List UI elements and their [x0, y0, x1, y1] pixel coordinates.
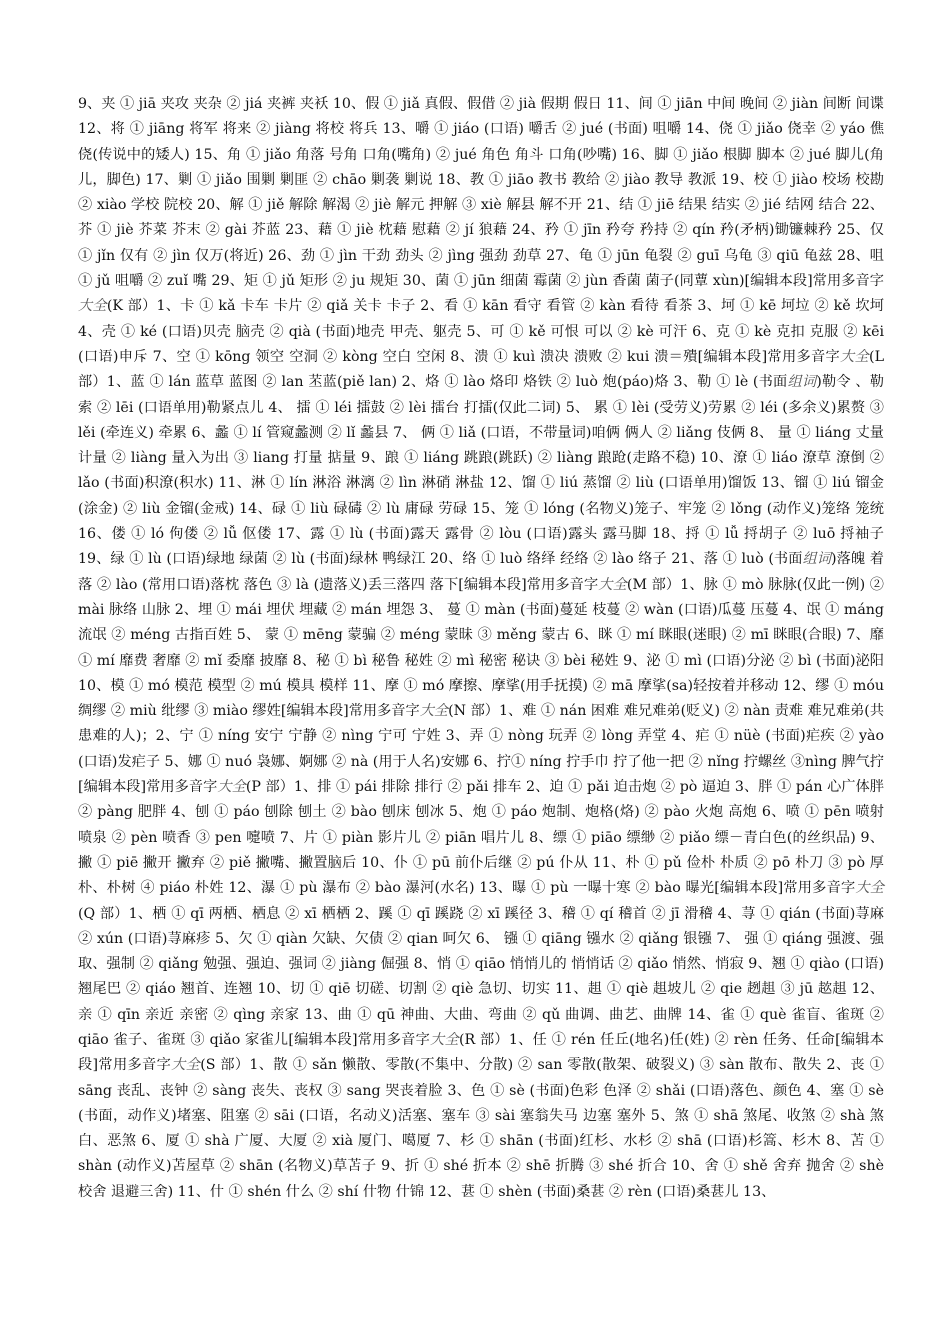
document-page: [78, 92, 884, 1205]
text-segment: (N 部）1、难 ① nán 困难 难兄难弟(贬义) ② nàn 责难 难兄难弟(共患难的人)；2、宁 ① níng 安宁 宁静 ② nìng 宁可 宁姓 3、弄 ① nòng 玩弄 ② lòng 弄堂 4、疟 ① nüè (书面)疟疾 ② yào (口语)发疟子 5、娜 ① nuó 袅娜、婀娜 ② nà (用于人名)安娜 6、拧① níng 拧手巾 拧了他一把 ② nǐng 拧螺丝 ③nìng 脾气拧[编辑本段]常用多音字: [78, 703, 885, 796]
link-daquan[interactable]: 大全: [430, 1031, 459, 1048]
text-segment: )落魄 着落 ② lào (常用口语)落枕 落色 ③ là (遗落义)丢三落四 落下[编辑本段]常用多音字: [78, 551, 884, 593]
text-segment: (S 部）1、散 ① sǎn 懒散、零散(不集中、分散) ② san 零散(散架、破裂义) ③ sàn 散布、散失 2、丧 ① sāng 丧乱、丧钟 ② sàng 丧失、丧权 ③ sang 哭丧着脸 3、色 ① sè (书面)色彩 色泽 ② shǎi (口语)落色、颜色 4、塞 ① sè (书面，动作义)堵塞、阻塞 ② sāi (口语，名动义)活塞、塞车 ③ sài 塞翁失马 边塞 塞外 5、煞 ① shā 煞尾、收煞 ② shà 煞白、恶煞 6、厦 ① shà 广厦、大厦 ② xià 厦门、噶厦 7、杉 ① shān (书面)红杉、水杉 ② shā (口语)杉篙、杉木 8、苫 ① shàn (动作义)苫屋草 ② shān (名物义)草苫子 9、折 ① shé 折本 ② shē 折腾 ③ shé 折合 10、舍 ① shě 舍弃 抛舍 ② shè 校舍 退避三舍) 11、什 ① shén 什么 ② shí 什物 什锦 12、葚 ① shèn (书面)桑葚 ② rèn (口语)桑葚儿 13、: [78, 1057, 884, 1200]
link-daquan[interactable]: 大全: [598, 576, 627, 593]
text-segment: (Q 部）1、栖 ① qī 两栖、栖息 ② xī 栖栖 2、蹊 ① qī 蹊跷 ② xī 蹊径 3、稽 ① qí 稽首 ② jī 滑稽 4、荨 ① qián (书面)荨麻 ② xún (口语)荨麻疹 5、欠 ① qiàn 欠缺、欠债 ② qian 呵欠 6、 镪 ① qiāng 镪水 ② qiǎng 银镪 7、 强 ① qiáng 强渡、强取、强制 ② qiǎng 勉强、强迫、强词 ② jiàng 倔强 8、悄 ① qiāo 悄悄儿的 悄悄话 ② qiǎo 悄然、悄寂 9、翘 ① qiào (口语)翘尾巴 ② qiáo 翘首、连翘 10、切 ① qiē 切磋、切割 ② qiè 急切、切实 11、趄 ① qiè 趄坡儿 ② qie 趔趄 ③ jū 趑趄 12、亲 ① qīn 亲近 亲密 ② qìng 亲家 13、曲 ① qū 神曲、大曲、弯曲 ② qǔ 曲调、曲艺、曲牌 14、雀 ① què 雀盲、雀斑 ② qiāo 雀子、雀斑 ③ qiǎo 家雀儿[编辑本段]常用多音字: [78, 905, 884, 1048]
link-zuci[interactable]: 组词: [802, 551, 832, 568]
link-daquan[interactable]: 大全: [171, 1057, 201, 1074]
link-daquan[interactable]: 大全: [840, 348, 870, 365]
link-daquan[interactable]: 大全: [78, 298, 107, 315]
link-daquan[interactable]: 大全: [419, 703, 449, 720]
text-segment: (R 部）1、任 ① rén 任丘(地名)任(姓) ② rèn 任务、任命[编辑本段]常用多音字: [78, 1031, 884, 1074]
text-segment: (P 部）1、排 ① pái 排除 排行 ② pǎi 排车 2、迫 ① pǎi 迫击炮 ② pò 逼迫 3、胖 ① pán 心广体胖 ② pàng 肥胖 4、刨 ① páo 刨除 刨土 ② bào 刨床 刨冰 5、炮 ① páo 炮制、炮格(烙) ② pào 火炮 高炮 6、喷 ① pēn 喷射 喷泉 ② pèn 喷香 ③ pen 嚏喷 7、片 ① piàn 影片儿 ② piān 唱片儿 8、缥 ① piāo 缥缈 ② piǎo 缥－青白色(的丝织品) 9、撇 ① piē 撇开 撇弃 ② piě 撇嘴、撇置脑后 10、仆 ① pū 前仆后继 ② pú 仆从 11、朴 ① pǔ 俭朴 朴质 ② pō 朴刀 ③ pò 厚朴、朴树 ④ piáo 朴姓 12、瀑 ① pù 瀑布 ② bào 瀑河(水名) 13、曝 ① pù 一曝十寒 ② bào 曝光[编辑本段]常用多音字: [78, 779, 884, 897]
text-segment: )勒令 、勒索 ② lēi (口语单用)勒紧点儿 4、 擂 ① léi 擂鼓 ② lèi 擂台 打擂(仅此二词) 5、 累 ① lèi (受劳义)劳累 ② léi (多余义)累赘 ③ lěi (牵连义) 牵累 6、蠡 ① lí 管窥蠡测 ② lǐ 蠡县 7、 俩 ① liǎ (口语，不带量词)咱俩 俩人 ② liǎng 伎俩 8、 量 ① liáng 丈量 计量 ② liàng 量入为出 ③ liang 打量 掂量 9、踉 ① liáng 跳踉(跳跃) ② liàng 踉跄(走路不稳) 10、潦 ① liáo 潦草 潦倒 ② lǎo (书面)积潦(积水) 11、淋 ① lín 淋浴 淋漓 ② lìn 淋硝 淋盐 12、馏 ① liú 蒸馏 ② liù (口语单用)馏饭 13、镏 ① liú 镏金(涂金) ② liù 金镏(金戒) 14、碌 ① liù 碌碡 ② lù 庸碌 劳碌 15、笼 ① lóng (名物义)笼子、牢笼 ② lǒng (动作义)笼络 笼统 16、偻 ① ló 佝偻 ② lǚ 伛偻 17、露 ① lù (书面)露天 露骨 ② lòu (口语)露头 露马脚 18、捋 ① lǚ 捋胡子 ② luō 捋袖子 19、绿 ① lù (口语)绿地 绿菌 ② lù (书面)绿林 鸭绿江 20、络 ① luò 络绎 经络 ② lào 络子 21、落 ① luò (书面: [78, 374, 884, 568]
text-segment: (L 部）1、蓝 ① lán 蓝草 蓝图 ② lan 苤蓝(piě lan) 2、烙 ① lào 烙印 烙铁 ② luò 炮(páo)烙 3、勒 ① lè (书面: [78, 348, 884, 391]
link-daquan[interactable]: 大全: [217, 779, 246, 796]
text-segment: 9、夹 ① jiā 夹攻 夹杂 ② jiá 夹裤 夹袄 10、假 ① jiǎ 真假、假借 ② jià 假期 假日 11、间 ① jiān 中间 晚间 ② jiàn 间断 间谍 12、将 ① jiāng 将军 将来 ② jiàng 将校 将兵 13、嚼 ① jiáo (口语) 嚼舌 ② jué (书面) 咀嚼 14、侥 ① jiǎo 侥幸 ② yáo 僬侥(传说中的矮人) 15、角 ① jiǎo 角落 号角 口角(嘴角) ② jué 角色 角斗 口角(吵嘴) 16、脚 ① jiǎo 根脚 脚本 ② jué 脚儿(角儿，脚色) 17、剿 ① jiǎo 围剿 剿匪 ② chāo 剿袭 剿说 18、教 ① jiāo 教书 教给 ② jiào 教导 教派 19、校 ① jiào 校场 校勘 ② xiào 学校 院校 20、解 ① jiě 解除 解渴 ② jiè 解元 押解 ③ xiè 解县 解不开 21、结 ① jiē 结果 结实 ② jié 结网 结合 22、芥 ① jiè 芥菜 芥末 ② gài 芥蓝 23、藉 ① jiè 枕藉 慰藉 ② jí 狼藉 24、矜 ① jīn 矜夸 矜持 ② qín 矜(矛柄)锄镰棘矜 25、仅 ① jǐn 仅有 ② jìn 仅万(将近) 26、劲 ① jìn 干劲 劲头 ② jìng 强劲 劲草 27、龟 ① jūn 龟裂 ② guī 乌龟 ③ qiū 龟兹 28、咀 ① jǔ 咀嚼 ② zuǐ 嘴 29、矩 ① jǔ 矩形 ② ju 规矩 30、菌 ① jūn 细菌 霉菌 ② jùn 香菌 菌子(同蕈 xùn)[编辑本段]常用多音字: [78, 96, 884, 290]
link-zuci[interactable]: 组词: [787, 374, 817, 391]
link-daquan[interactable]: 大全: [855, 880, 884, 897]
text-segment: (M 部）1、脉 ① mò 脉脉(仅此一例) ② mài 脉络 山脉 2、埋 ① mái 埋伏 埋藏 ② mán 埋怨 3、 蔓 ① màn (书面)蔓延 枝蔓 ② wàn (口语)瓜蔓 压蔓 4、氓 ① máng 流氓 ② méng 古指百姓 5、 蒙 ① mēng 蒙骗 ② méng 蒙昧 ③ měng 蒙古 6、眯 ① mí 眯眼(迷眼) ② mī 眯眼(合眼) 7、靡 ① mí 靡费 奢靡 ② mǐ 委靡 披靡 8、秘 ① bì 秘鲁 秘姓 ② mì 秘密 秘诀 ③ bèi 秘姓 9、泌 ① mì (口语)分泌 ② bì (书面)泌阳 10、模 ① mó 模范 模型 ② mú 模具 模样 11、摩 ① mó 摩擦、摩挲(用手抚摸) ② mā 摩挲(sa)轻按着并移动 12、缪 ① móu 绸缪 ② miù 纰缪 ③ miào 缪姓[编辑本段]常用多音字: [78, 576, 885, 720]
text-segment: (K 部）1、卡 ① kǎ 卡车 卡片 ② qiǎ 关卡 卡子 2、看 ① kān 看守 看管 ② kàn 看待 看茶 3、坷 ① kē 坷垃 ② kě 坎坷 4、壳 ① ké (口语)贝壳 脑壳 ② qià (书面)地壳 甲壳、躯壳 5、可 ① kě 可恨 可以 ② kè 可汗 6、克 ① kè 克扣 克服 ② kēi (口语)申斥 7、空 ① kōng 领空 空洞 ② kòng 空白 空闲 8、溃 ① kuì 溃决 溃败 ② kui 溃＝殨[编辑本段]常用多音字: [78, 298, 884, 365]
paragraph-polyphonic-characters: [78, 92, 884, 1205]
